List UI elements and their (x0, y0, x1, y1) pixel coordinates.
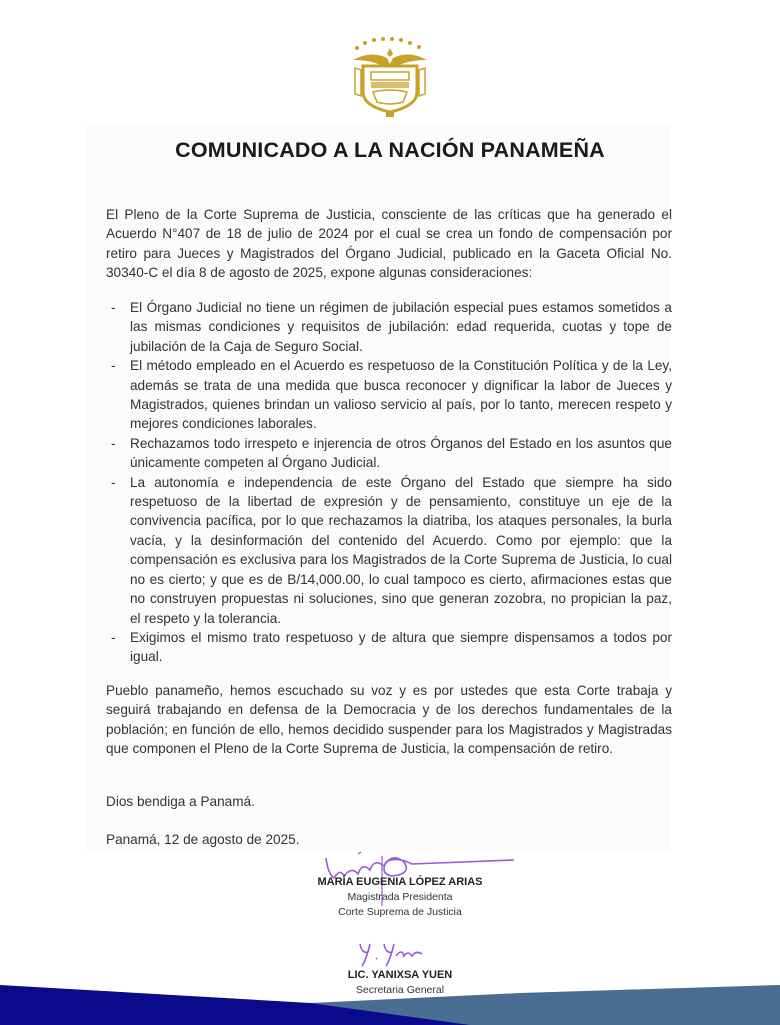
panama-coat-of-arms-icon (343, 36, 437, 118)
list-item: - El método empleado en el Acuerdo es respetuoso de la Constitución Política y de la Ley, además se trata de una medida que busca reconocer y dignificar la labor de Jueces y Magistrados, quienes brindan un valioso servicio al país, por lo tanto, merecen respeto y mejores condiciones laborales. (106, 356, 672, 434)
list-item: - Rechazamos todo irrespeto e injerencia de otros Órganos del Estado en los asuntos que únicamente competen al Órgano Judicial. (106, 434, 672, 473)
place-date: Panamá, 12 de agosto de 2025. (106, 832, 300, 847)
signer-name: MARÍA EUGENIA LÓPEZ ARIAS (317, 876, 483, 888)
page-title: COMUNICADO A LA NACIÓN PANAMEÑA (175, 138, 605, 162)
blessing-line: Dios bendiga a Panamá. (106, 794, 255, 809)
bullet-dash: - (111, 629, 116, 645)
bullet-dash: - (111, 300, 116, 315)
bullet-dash: - (111, 474, 116, 490)
intro-paragraph: El Pleno de la Corte Suprema de Justicia, consciente de las críticas que ha generado el Acuerdo N°407 de 18 de julio de 2024 por el cual se crea un fondo de compensación por retiro para Jueces y Magistrados del Órgano Judicial, publicado en la Gaceta Oficial No. 30340-C el día 8 de agosto de 2025, expone algunas consideraciones: (106, 207, 672, 281)
signer-role: Magistrada Presidenta (347, 891, 453, 903)
closing-paragraph: Pueblo panameño, hemos escuchado su voz y es por ustedes que esta Corte trabaja y seguirá trabajando en defensa de la Democracia y de los derechos fundamentales de la población; en función de ello, hemos decidido suspender para los Magistrados y Magistradas que componen el Pleno de la Corte Suprema de Justicia, la compensación de retiro. (106, 683, 672, 757)
footer-band (0, 985, 780, 1025)
signer-role: Secretaria General (355, 984, 445, 996)
signer-institution: Corte Suprema de Justicia (338, 906, 462, 918)
list-item: - Exigimos el mismo trato respetuoso y de altura que siempre dispensamos a todos por igual. (106, 628, 672, 667)
considerations-list (106, 298, 672, 667)
signature-secretary-icon (356, 940, 426, 970)
list-item: - La autonomía e independencia de este Órgano del Estado que siempre ha sido respetuoso de la libertad de expresión y de pensamiento, constituye un eje de la convivencia pacífica, por lo que rechazamos la diatriba, los ataques personales, la burla vacía, y la desinformación del contenido del Acuerdo. Como por ejemplo: que la compensación es exclusiva para los Magistrados de la Corte Suprema de Justicia, lo cual no es cierto; y que es de B/14,000.00, lo cual tampoco es cierto, afirmaciones estas que no construyen propuestas ni soluciones, sino que generan zozobra, no propician la paz, el respeto y la tolerancia. (106, 473, 672, 628)
bullet-dash: - (111, 435, 116, 451)
signer-name: LIC. YANIXSA YUEN (347, 969, 453, 981)
signature-block-president (250, 875, 550, 920)
bullet-dash: - (111, 358, 116, 374)
list-item: - El Órgano Judicial no tiene un régimen de jubilación especial pues estamos sometidos a las mismas condiciones y requisitos de jubilación: edad requerida, cuotas y tope de jubilación de la Caja de Seguro Social. (106, 298, 672, 356)
